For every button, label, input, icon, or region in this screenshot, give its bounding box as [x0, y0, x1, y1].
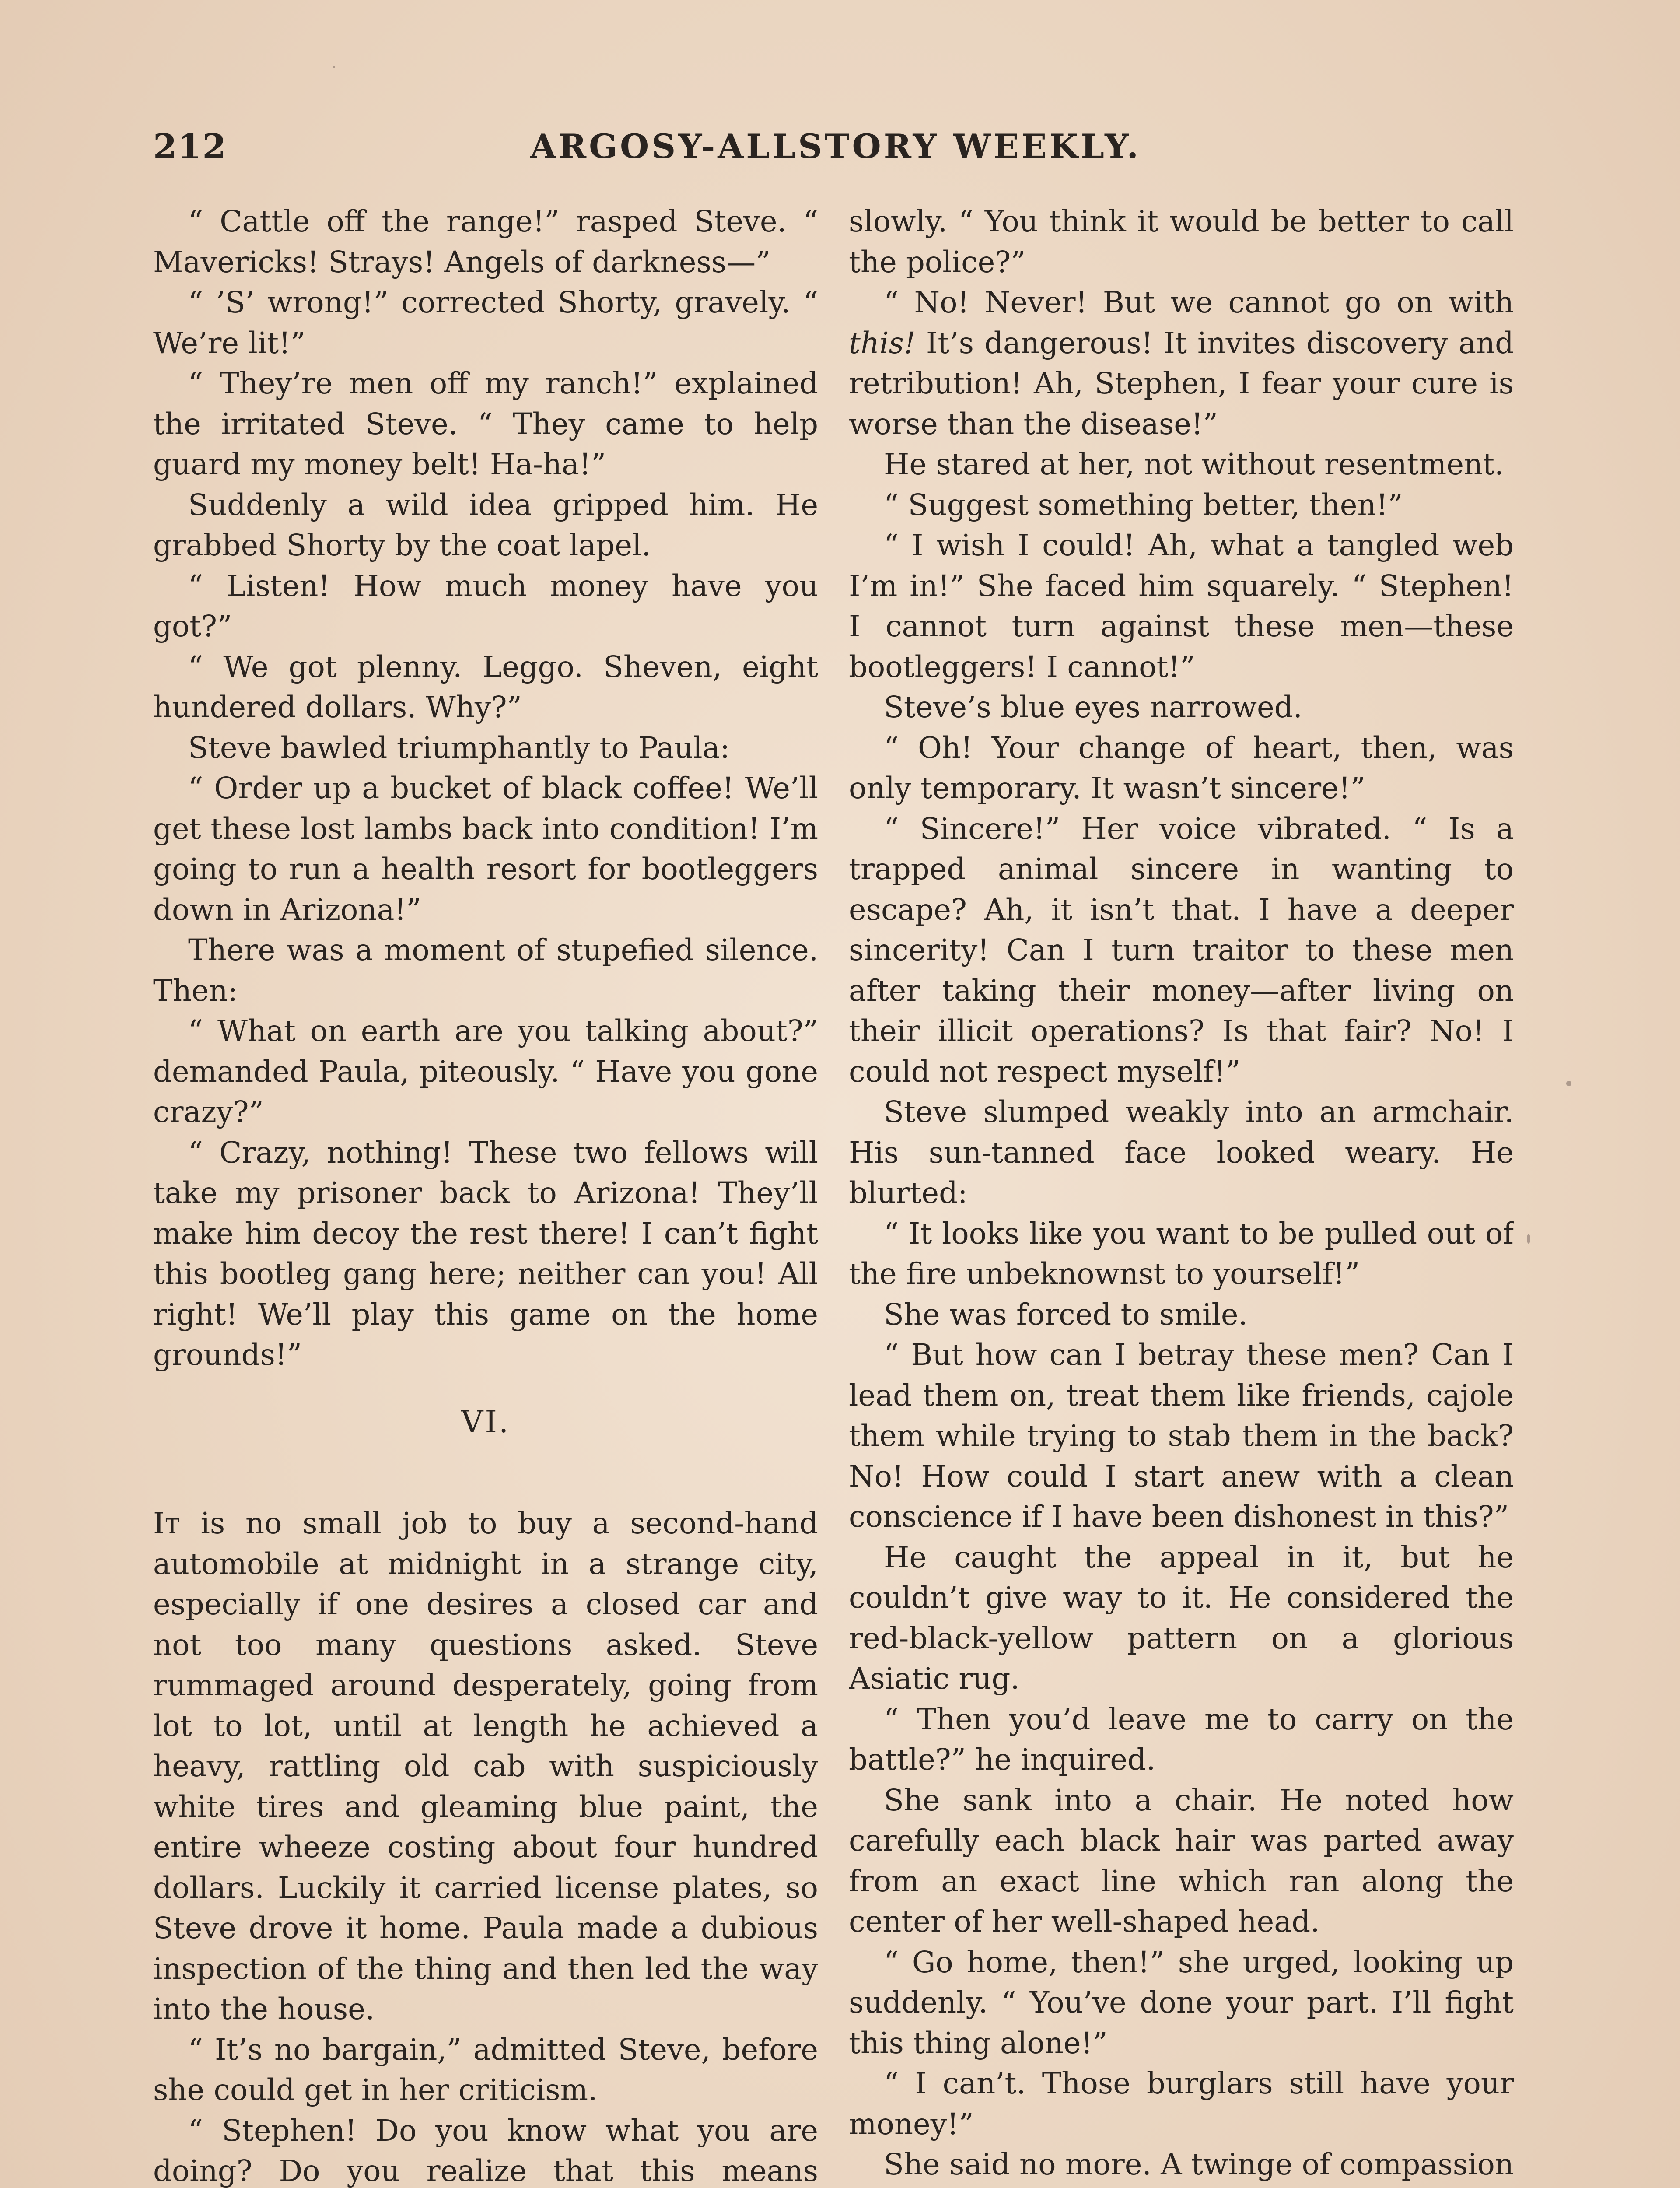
paragraph: “ Then you’d leave me to carry on the battle?” he inquired. — [849, 1702, 1514, 1777]
paragraph: “ Order up a bucket of black coffee! We’ll get these lost lambs back into condition! I’m going to run a health resort for bootleggers down in Arizona!” — [153, 771, 818, 927]
paragraph-text-part: It’s dangerous! It invites discovery and retribution! Ah, Stephen, I fear your cure is worse than the disease!” — [849, 326, 1514, 441]
paragraph: “ Cattle off the range!” rasped Steve. “ Mavericks! Strays! Angels of darkness—” — [153, 204, 818, 279]
paragraph: “ Listen! How much money have you got?” — [153, 568, 818, 643]
left-column — [153, 201, 818, 2188]
paragraph: She was forced to smile. — [884, 1297, 1248, 1332]
right-column — [849, 201, 1514, 2188]
running-head: ARGOSY-ALLSTORY WEEKLY. — [530, 127, 1141, 166]
paragraph: “ It looks like you want to be pulled out of the fire unbeknownst to yourself!” — [849, 1216, 1514, 1291]
paragraph: Suddenly a wild idea gripped him. He grabbed Shorty by the coat lapel. — [153, 487, 818, 562]
paragraph: “ We got plenny. Leggo. Sheven, eight hundered dollars. Why?” — [153, 649, 818, 724]
paragraph: “ Suggest something better, then!” — [884, 487, 1403, 522]
paragraph-text-part: “ No! Never! But we cannot go on with — [884, 285, 1514, 319]
page-header — [153, 127, 1518, 179]
paragraph: He stared at her, not without resentment. — [884, 447, 1504, 481]
section-first-word: It — [153, 1506, 180, 1540]
paragraph — [849, 282, 1514, 444]
paragraph: She sank into a chair. He noted how carefully each black hair was parted away from an exact line which ran along the center of her well-shaped head. — [849, 1783, 1514, 1939]
paragraph: Steve bawled triumphantly to Paula: — [188, 730, 730, 765]
paragraph: “ Oh! Your change of heart, then, was only temporary. It wasn’t sincere!” — [849, 730, 1514, 805]
paragraph: “ Sincere!” Her voice vibrated. “ Is a trapped animal sincere in wanting to escape? Ah, it isn’t that. I have a deeper sincerity! Can I turn traitor to these men after taking their money—after living on their illicit operations? Is that fair? No! I could not respect myself!” — [849, 811, 1514, 1089]
paragraph: There was a moment of stupefied silence. Then: — [153, 933, 818, 1008]
paragraph: “ They’re men off my ranch!” explained the irritated Steve. “ They came to help guard my money belt! Ha-ha!” — [153, 366, 818, 481]
section-heading: VI. — [461, 1403, 511, 1440]
paragraph: “ But how can I betray these men? Can I lead them on, treat them like friends, cajole them while trying to stab them in the back? No! How could I start anew with a clean conscience if I have been dishonest in this?” — [849, 1338, 1514, 1534]
paper-speck — [332, 66, 335, 68]
paragraph: She said no more. A twinge of compassion — [884, 2147, 1514, 2181]
emphasized-word: this! — [849, 326, 916, 360]
paragraph: “ What on earth are you talking about?” demanded Paula, piteously. “ Have you gone crazy?” — [153, 1014, 818, 1129]
section-opening-paragraph — [153, 1503, 818, 2030]
paragraph: “ Stephen! Do you know what you are doing? Do you realize that this means — [153, 2113, 818, 2188]
paragraph: “ Crazy, nothing! These two fellows will take my prisoner back to Arizona! They’ll make him decoy the rest there! I can’t fight this bootleg gang here; neither can you! All right! We’ll play this game on the home grounds!” — [153, 1135, 818, 1372]
page-number: 212 — [153, 127, 227, 167]
continued-paragraph: slowly. “ You think it would be better to call the police?” — [849, 204, 1514, 279]
section-opening-text: is no small job to buy a second-hand automobile at midnight in a strange city, especially if one desires a closed car and not too many questions asked. Steve rummaged around desperately, going from lot to lot, until at length he achieved a heavy, rattling old cab with suspiciously white tires and gleaming blue paint, the entire wheeze costing about four hundred dollars. Luckily it carried license plates, so Steve drove it home. Paula made a dubious inspection of the thing and then led the way into the house. — [153, 1506, 818, 2026]
paragraph: Steve’s blue eyes narrowed. — [884, 690, 1302, 724]
paper-speck — [1566, 1081, 1572, 1086]
paragraph: “ Go home, then!” she urged, looking up suddenly. “ You’ve done your part. I’ll fight this thing alone!” — [849, 1945, 1514, 2060]
paper-speck — [1527, 1234, 1530, 1244]
paragraph: “ I wish I could! Ah, what a tangled web I’m in!” She faced him squarely. “ Stephen! I cannot turn against these men—these bootleggers! I cannot!” — [849, 528, 1514, 684]
paragraph: He caught the appeal in it, but he couldn’t give way to it. He considered the red-black-yellow pattern on a glorious Asiatic rug. — [849, 1540, 1514, 1696]
paragraph: “ I can’t. Those burglars still have your money!” — [849, 2066, 1514, 2141]
paragraph: Steve slumped weakly into an armchair. His sun-tanned face looked weary. He blurted: — [849, 1095, 1514, 1210]
paragraph: “ ’S’ wrong!” corrected Shorty, gravely. “ We’re lit!” — [153, 285, 818, 360]
paragraph: “ It’s no bargain,” admitted Steve, before she could get in her criticism. — [153, 2032, 818, 2107]
